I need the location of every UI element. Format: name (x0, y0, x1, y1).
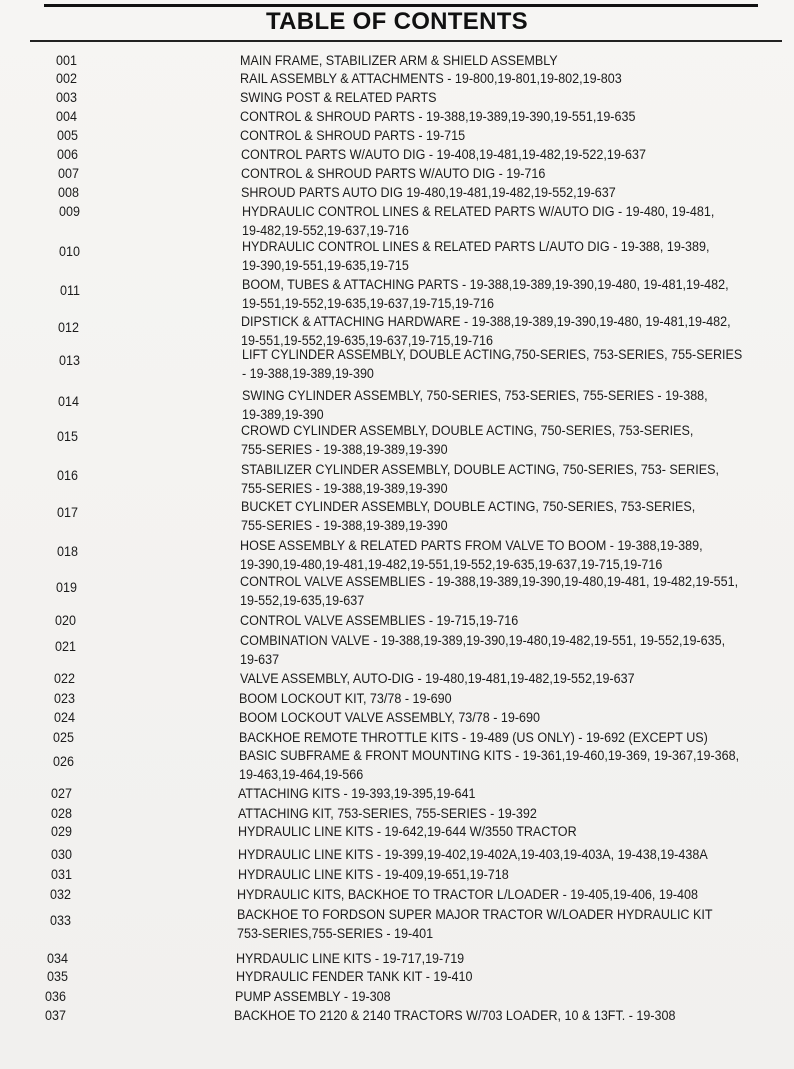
entry-title: SWING POST & RELATED PARTS (239, 90, 437, 105)
top-border-rule (44, 4, 758, 7)
entry-number: 014 (57, 394, 79, 409)
entry-title: LIFT CYLINDER ASSEMBLY, DOUBLE ACTING,750-SERIES, 753-SERIES, 755-SERIES - 19-388,19-389,19-390 (241, 347, 743, 381)
entry-title: SWING CYLINDER ASSEMBLY, 750-SERIES, 753-SERIES, 755-SERIES - 19-388, 19-389,19-390 (241, 388, 708, 422)
entry-number: 010 (58, 244, 80, 259)
entry-number: 029 (50, 824, 72, 839)
entry-number: 017 (56, 505, 78, 520)
entry-title: SHROUD PARTS AUTO DIG 19-480,19-481,19-482,19-552,19-637 (240, 185, 616, 200)
entry-title: HOSE ASSEMBLY & RELATED PARTS FROM VALVE TO BOOM - 19-388,19-389, 19-390,19-480,19-481,19-482,19-551,19-552,19-635,19-637,19-715,19-716 (239, 538, 703, 572)
entry-title: CONTROL & SHROUD PARTS W/AUTO DIG - 19-716 (240, 166, 546, 181)
entry-number: 001 (55, 53, 77, 68)
entry-number: 037 (44, 1008, 66, 1023)
entry-number: 033 (49, 913, 71, 928)
entry-number: 032 (49, 887, 71, 902)
entry-title: BACKHOE REMOTE THROTTLE KITS - 19-489 (US ONLY) - 19-692 (EXCEPT US) (238, 730, 708, 745)
entry-title: ATTACHING KITS - 19-393,19-395,19-641 (237, 786, 476, 801)
entry-number: 011 (59, 283, 81, 298)
entry-number: 005 (56, 128, 78, 143)
entry-title: HYDRAULIC LINE KITS - 19-399,19-402,19-402A,19-403,19-403A, 19-438,19-438A (237, 847, 708, 862)
entry-number: 025 (52, 730, 74, 745)
entry-title: CONTROL VALVE ASSEMBLIES - 19-388,19-389,19-390,19-480,19-481, 19-482,19-551, 19-552,19-635,19-637 (239, 574, 739, 608)
entry-title: BUCKET CYLINDER ASSEMBLY, DOUBLE ACTING, 750-SERIES, 753-SERIES, 755-SERIES - 19-388,19-389,19-390 (240, 499, 696, 533)
entry-title: BOOM LOCKOUT VALVE ASSEMBLY, 73/78 - 19-690 (238, 710, 540, 725)
entry-title: MAIN FRAME, STABILIZER ARM & SHIELD ASSEMBLY (239, 53, 558, 68)
entry-number: 004 (55, 109, 77, 124)
entry-title: HYDRAULIC FENDER TANK KIT - 19-410 (235, 969, 473, 984)
entry-title: BACKHOE TO 2120 & 2140 TRACTORS W/703 LOADER, 10 & 13FT. - 19-308 (233, 1008, 676, 1023)
entry-number: 006 (56, 147, 78, 162)
entry-title: HYDRAULIC LINE KITS - 19-409,19-651,19-718 (237, 867, 509, 882)
entry-title: CROWD CYLINDER ASSEMBLY, DOUBLE ACTING, 750-SERIES, 753-SERIES, 755-SERIES - 19-388,19-389,19-390 (240, 423, 694, 457)
title-underline (30, 40, 782, 42)
page-title: TABLE OF CONTENTS (266, 8, 528, 35)
entry-number: 030 (50, 847, 72, 862)
entry-number: 026 (52, 754, 74, 769)
entry-title: HYDRAULIC LINE KITS - 19-642,19-644 W/3550 TRACTOR (237, 824, 577, 839)
entry-number: 019 (55, 580, 77, 595)
entry-number: 028 (50, 806, 72, 821)
entry-title: DIPSTICK & ATTACHING HARDWARE - 19-388,19-389,19-390,19-480, 19-481,19-482, 19-551,19-552,19-635,19-637,19-715,19-716 (240, 314, 731, 348)
entry-number: 007 (57, 166, 79, 181)
entry-title: CONTROL & SHROUD PARTS - 19-715 (239, 128, 466, 143)
entry-title: HYDRAULIC CONTROL LINES & RELATED PARTS W/AUTO DIG - 19-480, 19-481, 19-482,19-552,19-637,19-716 (241, 204, 715, 238)
entry-number: 016 (56, 468, 78, 483)
entry-title: HYRDAULIC LINE KITS - 19-717,19-719 (235, 951, 465, 966)
entry-title: PUMP ASSEMBLY - 19-308 (234, 989, 391, 1004)
entry-number: 021 (54, 639, 76, 654)
entry-number: 031 (50, 867, 72, 882)
entry-title: BOOM, TUBES & ATTACHING PARTS - 19-388,19-389,19-390,19-480, 19-481,19-482, 19-551,19-552,19-635,19-637,19-715,19-716 (241, 277, 729, 311)
entry-number: 024 (53, 710, 75, 725)
entry-title: BACKHOE TO FORDSON SUPER MAJOR TRACTOR W/LOADER HYDRAULIC KIT 753-SERIES,755-SERIES - 19-401 (236, 907, 713, 941)
entry-number: 013 (58, 353, 80, 368)
entry-title: BOOM LOCKOUT KIT, 73/78 - 19-690 (238, 691, 452, 706)
entry-number: 018 (56, 544, 78, 559)
entry-number: 034 (46, 951, 68, 966)
entry-number: 036 (44, 989, 66, 1004)
entry-title: CONTROL VALVE ASSEMBLIES - 19-715,19-716 (239, 613, 519, 628)
entry-number: 002 (55, 71, 77, 86)
entry-title: RAIL ASSEMBLY & ATTACHMENTS - 19-800,19-801,19-802,19-803 (239, 71, 622, 86)
entry-number: 003 (55, 90, 77, 105)
entry-number: 035 (46, 969, 68, 984)
entry-number: 020 (54, 613, 76, 628)
entry-title: ATTACHING KIT, 753-SERIES, 755-SERIES - 19-392 (237, 806, 537, 821)
entry-number: 009 (58, 204, 80, 219)
entry-number: 008 (57, 185, 79, 200)
entry-title: COMBINATION VALVE - 19-388,19-389,19-390,19-480,19-482,19-551, 19-552,19-635, 19-637 (239, 633, 726, 667)
entry-title: CONTROL PARTS W/AUTO DIG - 19-408,19-481,19-482,19-522,19-637 (240, 147, 646, 162)
entry-number: 022 (53, 671, 75, 686)
entry-title: STABILIZER CYLINDER ASSEMBLY, DOUBLE ACTING, 750-SERIES, 753- SERIES, 755-SERIES - 19-388,19-389,19-390 (240, 462, 719, 496)
entry-number: 012 (57, 320, 79, 335)
entry-title: HYDRAULIC CONTROL LINES & RELATED PARTS L/AUTO DIG - 19-388, 19-389, 19-390,19-551,19-635,19-715 (241, 239, 710, 273)
entry-title: BASIC SUBFRAME & FRONT MOUNTING KITS - 19-361,19-460,19-369, 19-367,19-368, 19-463,19-464,19-566 (238, 748, 740, 782)
entry-number: 023 (53, 691, 75, 706)
entry-title: HYDRAULIC KITS, BACKHOE TO TRACTOR L/LOADER - 19-405,19-406, 19-408 (236, 887, 698, 902)
entry-number: 015 (56, 429, 78, 444)
entry-title: CONTROL & SHROUD PARTS - 19-388,19-389,19-390,19-551,19-635 (239, 109, 636, 124)
entry-number: 027 (50, 786, 72, 801)
entry-title: VALVE ASSEMBLY, AUTO-DIG - 19-480,19-481,19-482,19-552,19-637 (239, 671, 635, 686)
